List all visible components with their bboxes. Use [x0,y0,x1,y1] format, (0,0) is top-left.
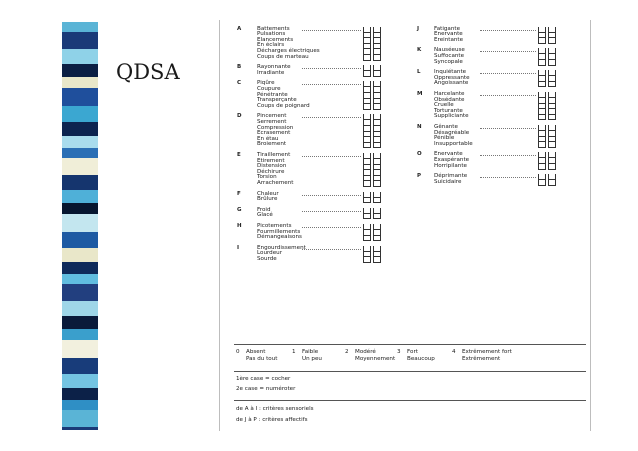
group-letter: K [417,47,422,54]
dotted-leader [480,95,536,96]
score-box[interactable] [548,81,556,87]
scale-number: 4 [452,349,456,355]
score-box[interactable] [373,235,381,241]
check-box[interactable] [363,235,371,241]
score-box[interactable] [373,104,381,110]
descriptor-label: Transperçante [257,97,297,104]
dotted-leader [302,195,361,196]
descriptor-label: Distension [257,163,287,170]
descriptor-label: Suffocante [434,52,465,59]
descriptor-label: Chaleur [257,190,279,197]
scale-number: 1 [292,349,296,355]
descriptor-label: Gênante [434,123,458,130]
descriptor-label: Serrement [257,118,287,125]
score-box[interactable] [548,164,556,170]
descriptor-label: Picotements [257,222,292,229]
stripe-block [62,122,98,136]
check-box[interactable] [538,142,546,148]
scale-label: Faible [302,349,319,355]
scale-sublabel: Un peu [302,356,322,362]
check-box[interactable] [538,60,546,66]
group-letter: C [237,80,242,87]
score-box[interactable] [548,114,556,120]
score-box[interactable] [548,142,556,148]
score-box[interactable] [373,142,381,148]
descriptor-label: En éclairs [257,42,285,49]
dotted-leader [302,227,361,228]
descriptor-label: Harcelante [434,90,465,97]
stripe-block [62,400,98,410]
stripe-block [62,301,98,316]
descriptor-label: Oppressante [434,74,470,81]
dotted-leader [302,249,361,250]
stripe-block [62,49,98,64]
scale-sublabel: Pas du tout [246,356,278,362]
descriptor-label: Coups de poignard [257,102,310,109]
descriptor-label: Torturante [434,107,463,114]
stripe-block [62,32,98,49]
stripe-block [62,358,98,374]
descriptor-label: Horripilante [434,162,467,169]
descriptor-label: Syncopale [434,58,463,65]
scale-top-rule [234,344,586,345]
stripe-block [62,148,98,158]
scale-number: 0 [236,349,240,355]
stripe-block [62,316,98,329]
descriptor-label: Décharges électriques [257,47,320,54]
dotted-leader [302,211,361,212]
scale-label: Extrêmement fort [462,349,512,355]
check-box[interactable] [363,71,371,77]
qdsa-questionnaire-document [219,20,591,431]
group-letter: E [237,151,241,158]
descriptor-label: Rayonnante [257,64,291,71]
group-letter: M [417,90,423,97]
stripe-block [62,232,98,248]
score-box[interactable] [548,180,556,186]
descriptor-label: Enervante [434,151,463,158]
stripe-block [62,262,98,274]
score-box[interactable] [373,213,381,219]
descriptor-label: Suicidaire [434,178,462,185]
scale-level [292,349,318,356]
descriptor-label: Engourdissement [257,244,306,251]
descriptor-label: Broiement [257,141,287,148]
stripe-block [62,136,98,148]
group-letter: O [417,151,422,158]
note-affective-criteria: de J à P : critères affectifs [236,417,308,423]
descriptor-label: Coupure [257,85,281,92]
group-letter: I [237,244,240,251]
group-letter: J [417,25,420,32]
descriptor-label: Enervante [434,31,463,38]
dotted-leader [302,68,361,69]
group-letter: F [237,190,241,197]
score-box[interactable] [373,55,381,61]
dotted-leader [480,30,536,31]
descriptor-label: Piqûre [257,80,275,87]
descriptor-label: Elancements [257,36,294,43]
dotted-leader [480,155,536,156]
dotted-leader [302,156,361,157]
descriptor-label: Tiraillement [257,151,291,158]
scale-label: Fort [407,349,418,355]
descriptor-label: En étau [257,135,279,142]
score-box[interactable] [373,181,381,187]
descriptor-label: Exaspérante [434,156,470,163]
scale-label: Modéré [355,349,376,355]
scale-sublabel: Moyennement [355,356,396,362]
score-box[interactable] [548,38,556,44]
group-letter: N [417,123,422,130]
dotted-leader [480,128,536,129]
note-first-box: 1ère case = cocher [236,376,291,382]
check-box[interactable] [363,142,371,148]
descriptor-label: Cruelle [434,102,454,109]
stripe-block [62,88,98,106]
stripe-block [62,175,98,190]
descriptor-label: Désagréable [434,129,470,136]
stripe-block [62,274,98,284]
criteria-rule [234,400,586,401]
group-letter: G [237,206,242,213]
descriptor-label: Angoissante [434,80,469,87]
descriptor-label: Froid [257,206,271,213]
check-box[interactable] [538,180,546,186]
descriptor-label: Insupportable [434,140,473,147]
group-letter: P [417,173,422,180]
score-box[interactable] [373,257,381,263]
stripe-block [62,410,98,427]
scale-label: Absent [246,349,266,355]
dotted-leader [302,84,361,85]
descriptor-label: Démangeaisons [257,234,302,241]
stripe-block [62,77,98,88]
descriptor-label: Obsédante [434,96,465,103]
descriptor-label: Glacé [257,212,273,219]
dotted-leader [480,51,536,52]
stripe-block [62,388,98,400]
check-box[interactable] [363,257,371,263]
descriptor-label: Fourmillements [257,228,301,235]
descriptor-label: Déprimante [434,173,468,180]
descriptor-label: Fatigante [434,25,461,32]
dotted-leader [302,30,361,31]
stripe-block [62,329,98,340]
descriptor-label: Arrachement [257,179,294,186]
notes-rule [234,371,586,372]
stripe-block [62,284,98,301]
descriptor-label: Nauséeuse [434,47,465,54]
descriptor-label: Inquiétante [434,69,467,76]
stripe-block [62,340,98,358]
note-sensory-criteria: de A à I : critères sensoriels [236,406,314,412]
group-letter: L [417,69,421,76]
check-box[interactable] [363,181,371,187]
descriptor-label: Pénétrante [257,91,288,98]
stripe-block [62,190,98,203]
descriptor-label: Ecrasement [257,130,291,137]
check-box[interactable] [363,213,371,219]
descriptor-label: Coups de marteau [257,53,309,60]
dotted-leader [302,117,361,118]
check-box[interactable] [363,197,371,203]
descriptor-label: Irradiante [257,69,285,76]
scale-sublabel: Extrêmement [462,356,501,362]
descriptor-label: Déchirure [257,168,285,175]
stripe-block [62,248,98,262]
descriptor-label: Brûlure [257,196,278,203]
check-box[interactable] [538,81,546,87]
scale-level [345,349,376,356]
stripe-block [62,106,98,122]
descriptor-label: Lourdeur [257,250,283,257]
check-box[interactable] [538,38,546,44]
descriptor-label: Suppliciante [434,113,469,120]
descriptor-label: Pénible [434,135,455,142]
scale-number: 2 [345,349,349,355]
descriptor-label: Pincement [257,113,287,120]
stripe-block [62,203,98,214]
scale-sublabel: Beaucoup [407,356,435,362]
group-letter: H [237,222,242,229]
group-letter: D [237,113,242,120]
check-box[interactable] [363,55,371,61]
stripe-block [62,64,98,77]
descriptor-label: Pulsations [257,31,286,38]
stripe-block [62,158,98,175]
dotted-leader [480,177,536,178]
stripe-block [62,427,98,430]
score-box[interactable] [548,60,556,66]
descriptor-label: Ereintante [434,36,464,43]
dotted-leader [480,73,536,74]
slide-title: QDSA [116,60,180,84]
descriptor-label: Etirement [257,157,285,164]
descriptor-label: Torsion [257,174,277,181]
check-box[interactable] [363,104,371,110]
descriptor-label: Compression [257,124,294,131]
group-letter: A [237,25,242,32]
stripe-block [62,22,98,32]
score-box[interactable] [373,71,381,77]
scale-level [397,349,418,356]
score-box[interactable] [373,197,381,203]
check-box[interactable] [538,164,546,170]
scale-level [452,349,512,356]
descriptor-label: Battements [257,25,290,32]
descriptor-label: Sourde [257,255,277,262]
check-box[interactable] [538,114,546,120]
decorative-stripe-bar [62,22,98,430]
scale-number: 3 [397,349,401,355]
scale-level [236,349,265,356]
stripe-block [62,214,98,232]
group-letter: B [237,64,242,71]
note-second-box: 2e case = numéroter [236,386,296,392]
stripe-block [62,374,98,388]
